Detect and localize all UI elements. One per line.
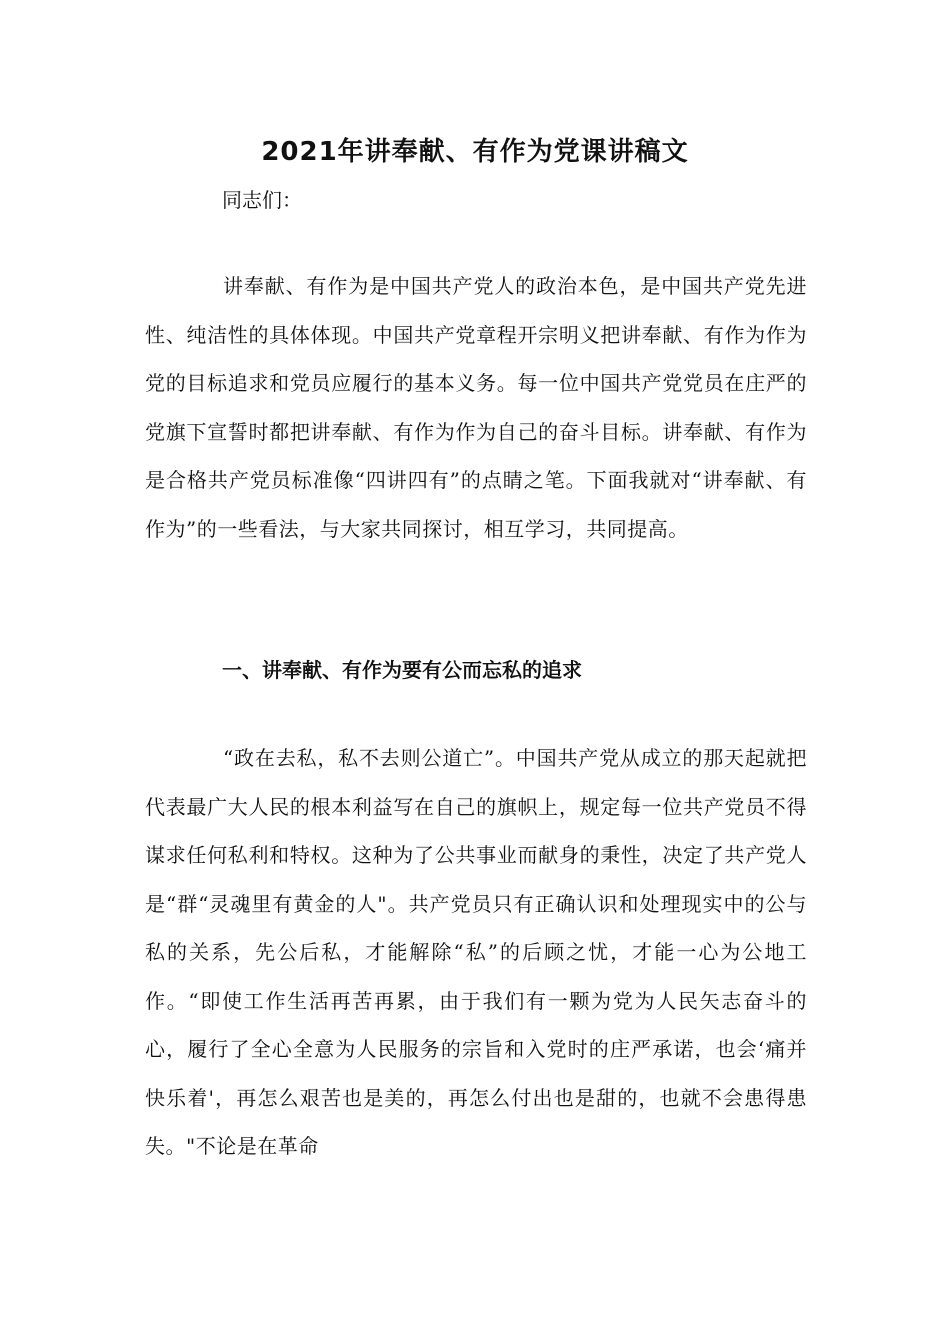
section-heading-1: 一、讲奉献、有作为要有公而忘私的追求: [222, 658, 582, 682]
document-title: 2021年讲奉献、有作为党课讲稿文: [261, 137, 689, 167]
salutation: 同志们：: [222, 188, 302, 212]
paragraph-section-1: “政在去私，私不去则公道亡”。中国共产党从成立的那天起就把代表最广大人民的根本利益写在自己的旗帜上，规定每一位共产党员不得谋求任何私利和特权。这种为了公共事业而献身的秉性，决定了共产党人是“群“灵魂里有黄金的人"。共产党员只有正确认识和处理现实中的公与私的关系，先公后私，才能解除“私”的后顾之忧，才能一心为公地工作。“即使工作生活再苦再累，由于我们有一颗为党为人民矢志奋斗的心，履行了全心全意为人民服务的宗旨和入党时的庄严承诺，也会‘痛并快乐着'，再怎么艰苦也是美的，再怎么付出也是甜的，也就不会患得患失。"不论是在革命: [145, 746, 807, 1158]
paragraph-intro: 讲奉献、有作为是中国共产党人的政治本色，是中国共产党先进性、纯洁性的具体体现。中国共产党章程开宗明义把讲奉献、有作为作为党的目标追求和党员应履行的基本义务。每一位中国共产党党员在庄严的党旗下宣誓时都把讲奉献、有作为作为自己的奋斗目标。讲奉献、有作为是合格共产党员标准像“四讲四有”的点睛之笔。下面我就对“讲奉献、有作为”的一些看法，与大家共同探讨，相互学习，共同提高。: [145, 274, 807, 541]
